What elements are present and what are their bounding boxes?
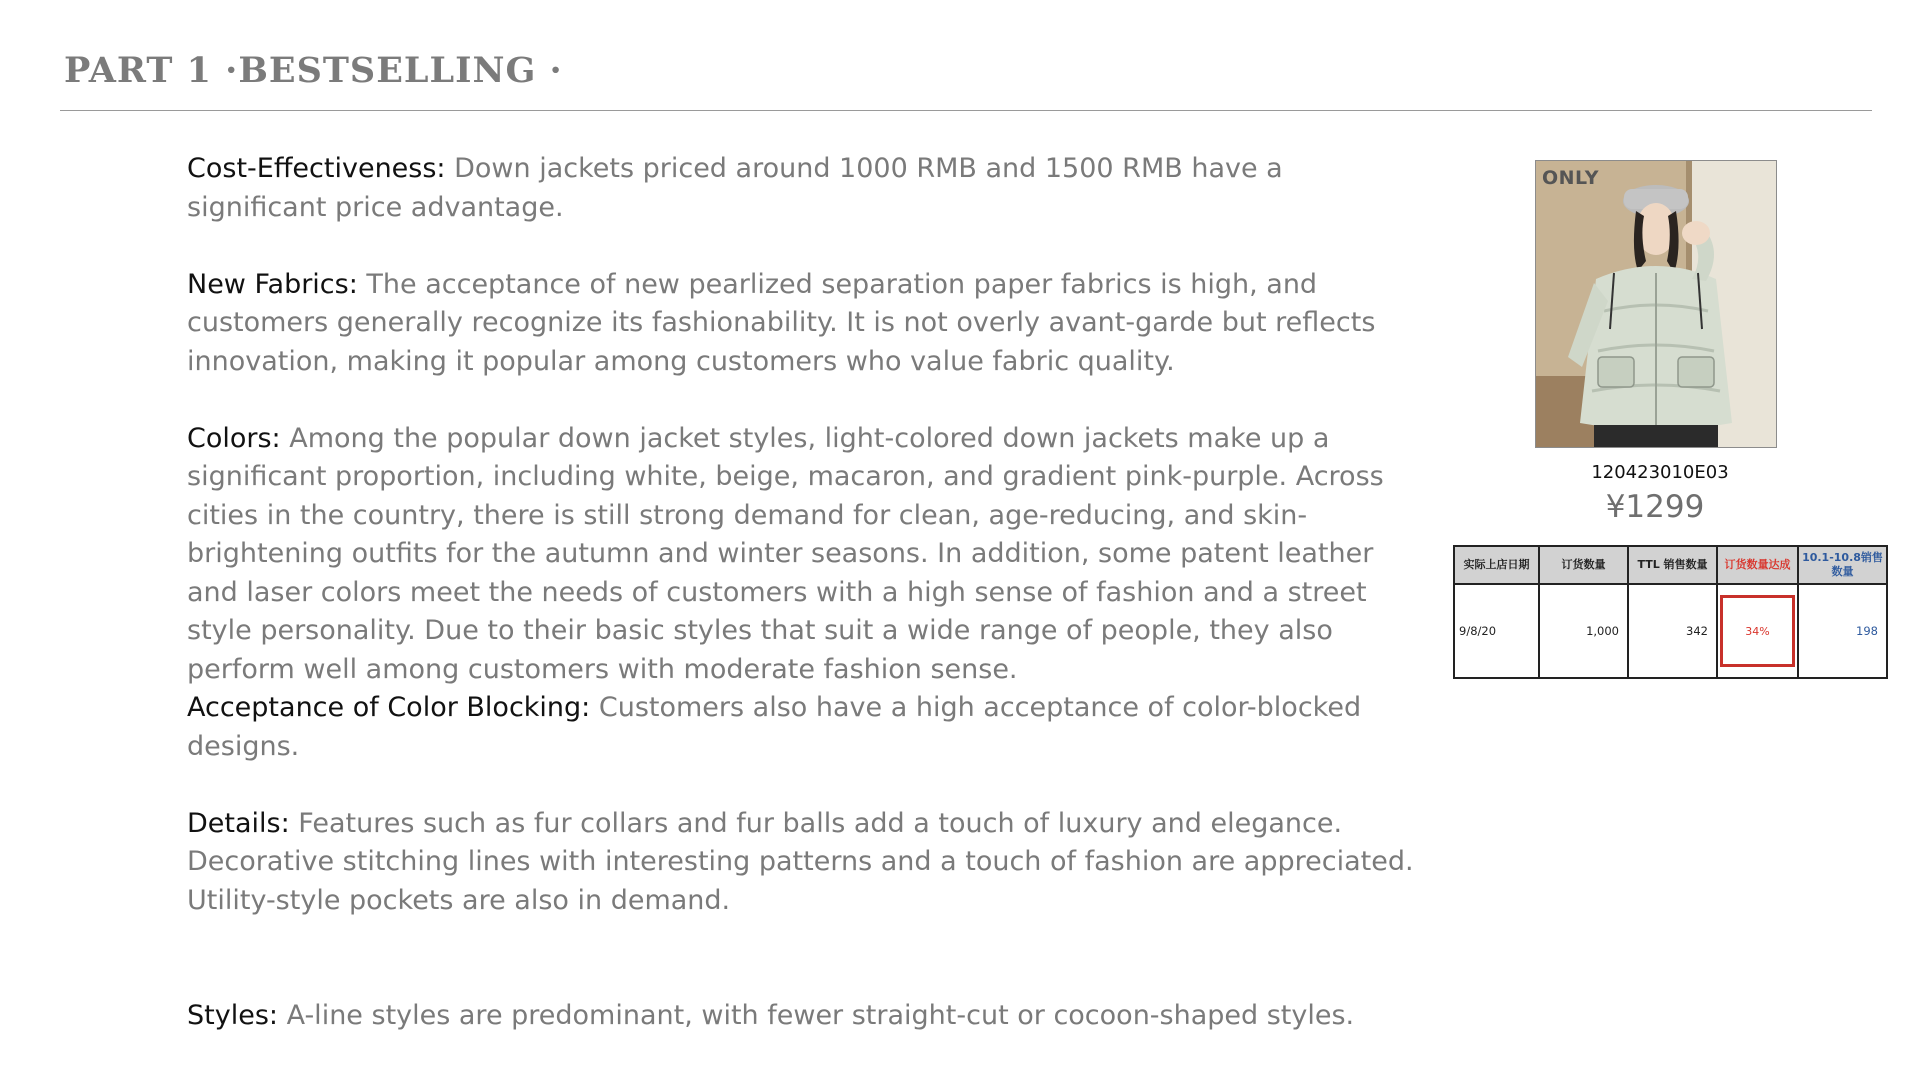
term-label: Styles: xyxy=(187,1000,278,1031)
header-cell: 实际上店日期 xyxy=(1454,546,1539,584)
product-photo xyxy=(1535,160,1777,448)
section-colors xyxy=(187,420,1427,690)
term-text: Features such as fur collars and fur balls add a touch of luxury and elegance. Decorative stitching lines with interesting patterns and a touch of fashion are appreciated. Utility-style pockets are also in demand. xyxy=(187,807,1414,916)
term-label: Details: xyxy=(187,807,290,839)
header-cell: TTL 销售数量 xyxy=(1628,546,1717,584)
section-cost-effectiveness xyxy=(187,150,1427,227)
sales-table xyxy=(1453,545,1888,679)
header-cell: 10.1-10.8销售数量 xyxy=(1798,546,1887,584)
product-code: 120423010E03 xyxy=(1591,462,1729,483)
term-label: Colors: xyxy=(187,422,281,454)
section-styles xyxy=(187,997,1427,1036)
brand-logo: ONLY xyxy=(1542,167,1599,189)
product-price: ¥1299 xyxy=(1605,489,1705,525)
table-cell xyxy=(1717,584,1798,678)
term-text: Among the popular down jacket styles, light-colored down jackets make up a significant proportion, including white, beige, macaron, and gradient pink-purple. Across cities in the country, there is still strong demand for clean, age-reducing, and skin-brightening outfits for the autumn and winter seasons. In addition, some patent leather and laser colors meet the needs of customers with a high sense of fashion and a street style personality. Due to their basic styles that suit a wide range of people, they also perform well among customers with moderate fashion sense. xyxy=(187,422,1384,685)
header-divider xyxy=(60,110,1872,111)
section-color-blocking xyxy=(187,689,1427,766)
findings-text xyxy=(187,150,1427,1036)
table-cell: 9/8/20 xyxy=(1454,584,1539,678)
header-cell: 订货数量 xyxy=(1539,546,1628,584)
table-header-row xyxy=(1454,546,1887,584)
jacket-illustration xyxy=(1536,161,1776,447)
header-cell: 订货数量达成 xyxy=(1717,546,1798,584)
section-details xyxy=(187,805,1427,921)
table-cell: 1,000 xyxy=(1539,584,1628,678)
section-new-fabrics xyxy=(187,266,1427,382)
term-text: Down jackets priced around 1000 RMB and 1500 RMB have a significant price advantage. xyxy=(187,153,1283,223)
table-cell: 198 xyxy=(1798,584,1887,678)
term-label: Acceptance of Color Blocking: xyxy=(187,692,591,723)
term-label: Cost-Effectiveness: xyxy=(187,153,446,184)
term-text: Customers also have a high acceptance of color-blocked designs. xyxy=(187,692,1362,762)
term-label: New Fabrics: xyxy=(187,268,358,300)
table-cell: 342 xyxy=(1628,584,1717,678)
highlight-box: 34% xyxy=(1720,595,1795,667)
term-text: The acceptance of new pearlized separation paper fabrics is high, and customers generally recognize its fashionability. It is not overly avant-garde but reflects innovation, making it popular among customers who value fabric quality. xyxy=(187,268,1376,377)
term-text: A-line styles are predominant, with fewer straight-cut or cocoon-shaped styles. xyxy=(277,1000,1355,1031)
page-title: PART 1 ·BESTSELLING · xyxy=(64,50,563,91)
table-row xyxy=(1454,584,1887,678)
